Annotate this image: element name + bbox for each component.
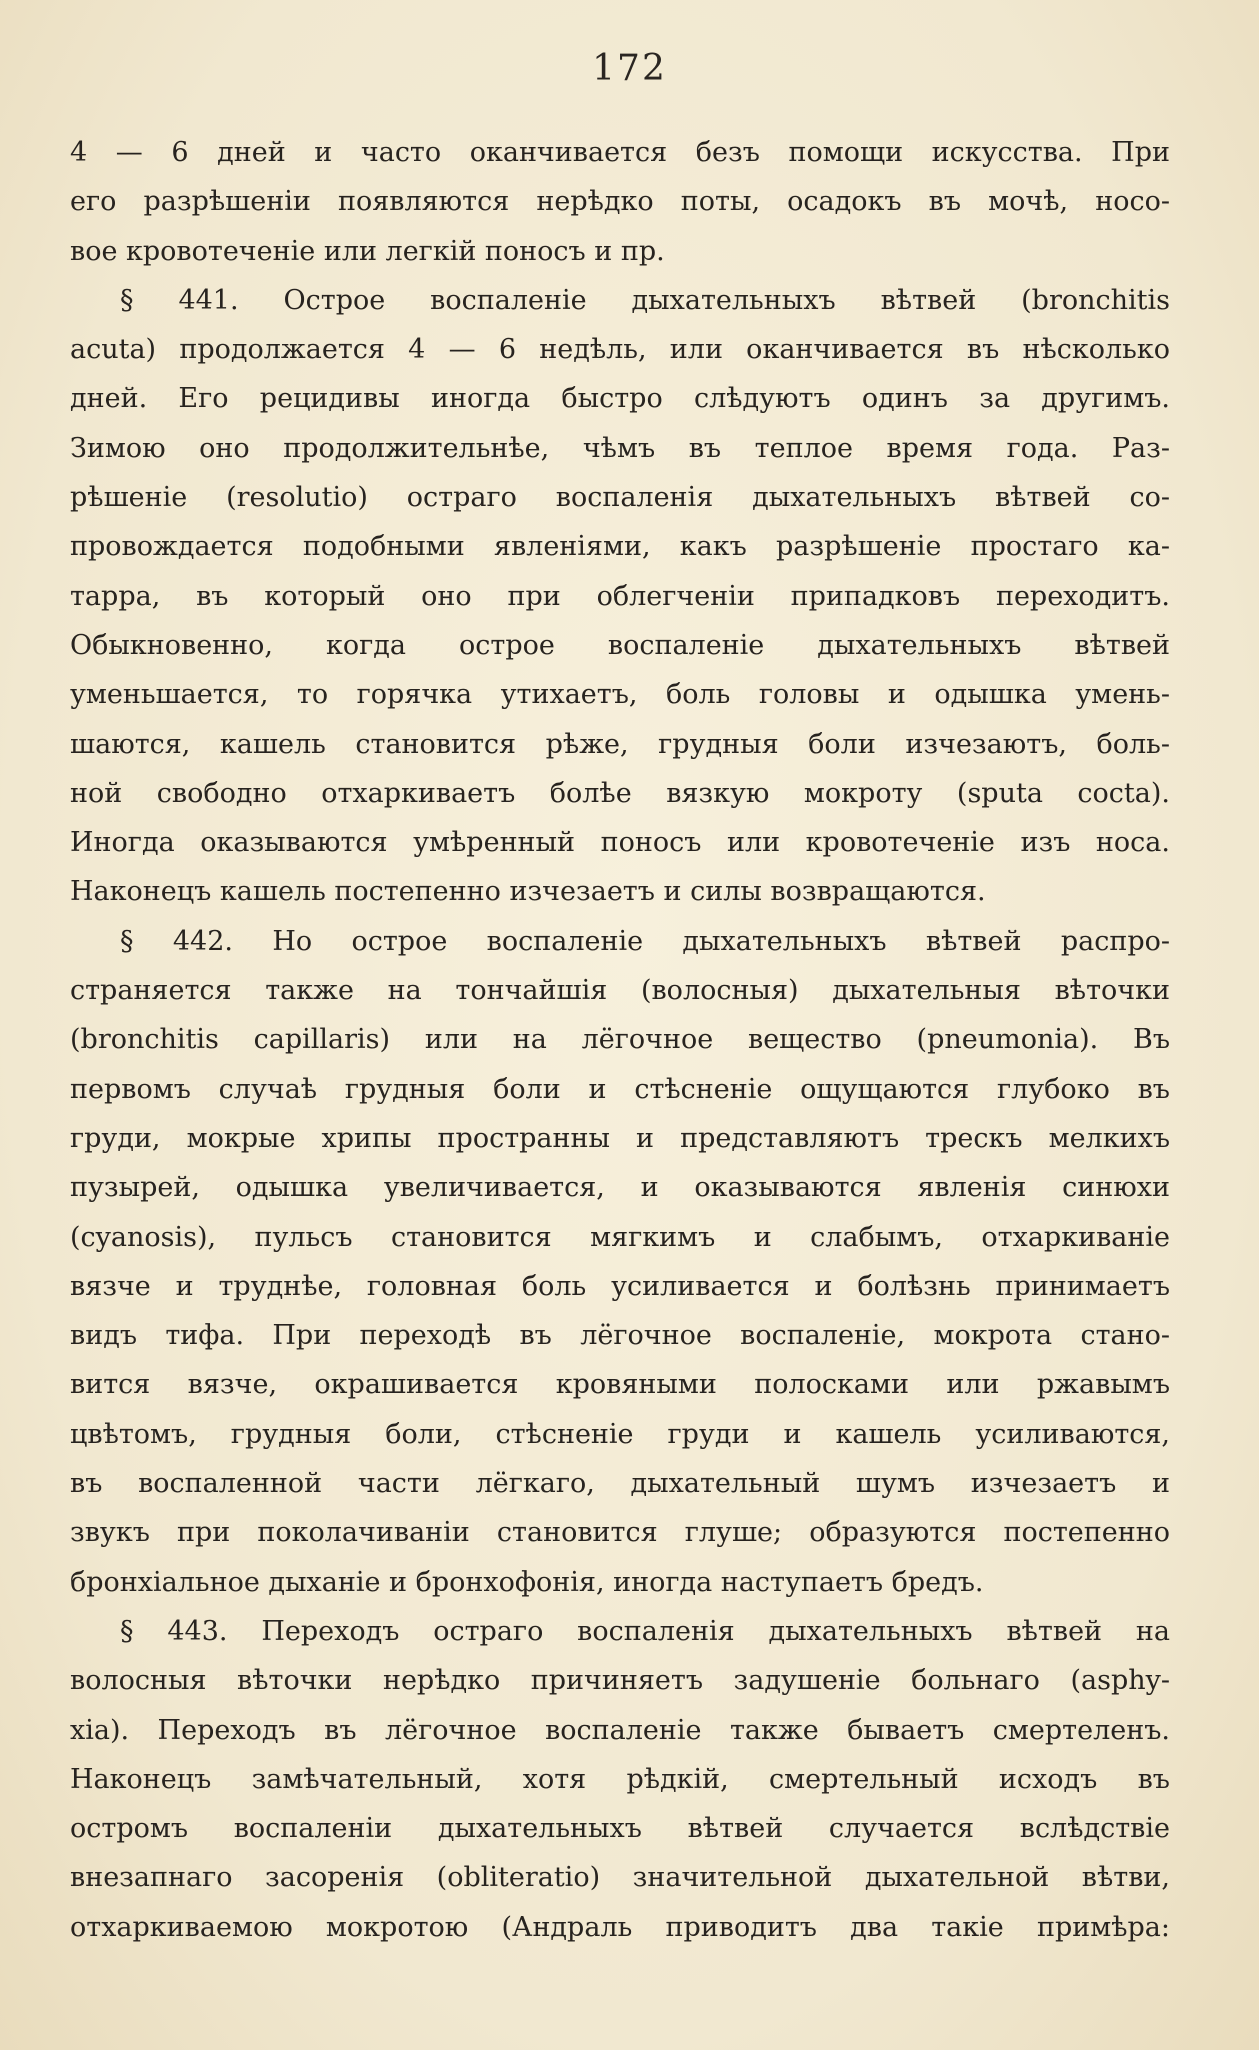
text-line: рѣшеніе (resolutio) остраго воспаленія дыхательныхъ вѣтвей со- — [70, 482, 1170, 514]
text-line: Иногда оказываются умѣренный поносъ или кровотеченіе изъ носа. — [70, 827, 1170, 859]
text-line: груди, мокрые хрипы пространны и представляютъ трескъ мелкихъ — [70, 1122, 1170, 1154]
text-line: звукъ при поколачиваніи становится глуше; образуются постепенно — [70, 1517, 1170, 1549]
text-line: первомъ случаѣ грудныя боли и стѣсненіе ощущаются глубоко въ — [70, 1073, 1170, 1105]
text-line: § 441. Острое воспаленіе дыхательныхъ вѣтвей (bronchitis — [120, 284, 1170, 316]
text-line: волосныя вѣточки нерѣдко причиняетъ задушеніе больнаго (asphy- — [70, 1665, 1170, 1697]
text-line: xia). Переходъ въ лёгочное воспаленіе также бываетъ смертеленъ. — [70, 1714, 1170, 1746]
text-line: acuta) продолжается 4 — 6 недѣль, или оканчивается въ нѣсколько — [70, 334, 1170, 366]
text-line: его разрѣшеніи появляются нерѣдко поты, осадокъ въ мочѣ, носо- — [70, 186, 1170, 218]
text-line: вится вязче, окрашивается кровяными полосками или ржавымъ — [70, 1369, 1170, 1401]
text-line: страняется также на тончайшія (волосныя) дыхательныя вѣточки — [70, 975, 1170, 1007]
text-line: вое кровотеченіе или легкій поносъ и пр. — [70, 235, 665, 267]
text-line: шаются, кашель становится рѣже, грудныя боли изчезаютъ, боль- — [70, 728, 1170, 760]
text-line: Зимою оно продолжительнѣе, чѣмъ въ теплое время года. Раз- — [70, 432, 1170, 464]
text-line: дней. Его рецидивы иногда быстро слѣдуютъ одинъ за другимъ. — [70, 383, 1170, 415]
text-line: § 443. Переходъ остраго воспаленія дыхательныхъ вѣтвей на — [120, 1615, 1170, 1647]
text-line: Наконецъ замѣчательный, хотя рѣдкій, смертельный исходъ въ — [70, 1763, 1170, 1795]
text-line: пузырей, одышка увеличивается, и оказываются явленія синюхи — [70, 1172, 1170, 1204]
text-line: § 442. Но острое воспаленіе дыхательныхъ вѣтвей распро- — [120, 925, 1170, 957]
text-line: вязче и труднѣе, головная боль усиливается и болѣзнь принимаетъ — [70, 1270, 1170, 1302]
text-line: остромъ воспаленіи дыхательныхъ вѣтвей случается вслѣдствіе — [70, 1813, 1170, 1845]
text-line: уменьшается, то горячка утихаетъ, боль головы и одышка умень- — [70, 679, 1170, 711]
text-line: Наконецъ кашель постепенно изчезаетъ и силы возвращаются. — [70, 876, 986, 908]
text-line: тарра, въ который оно при облегченіи припадковъ переходитъ. — [70, 580, 1170, 612]
text-line: отхаркиваемою мокротою (Андраль приводитъ два такіе примѣра: — [70, 1911, 1170, 1943]
text-line: цвѣтомъ, грудныя боли, стѣсненіе груди и кашель усиливаются, — [70, 1418, 1170, 1450]
text-line: ной свободно отхаркиваетъ болѣе вязкую мокроту (sputa cocta). — [70, 777, 1170, 809]
text-line: провождается подобными явленіями, какъ разрѣшеніе простаго ка- — [70, 531, 1170, 563]
text-line: внезапнаго засоренія (obliteratio) значительной дыхательной вѣтви, — [70, 1862, 1170, 1894]
page-number: 172 — [592, 48, 667, 89]
text-line: 4 — 6 дней и часто оканчивается безъ помощи искусства. При — [70, 137, 1170, 168]
text-line: (bronchitis capillaris) или на лёгочное вещество (pneumonia). Въ — [70, 1024, 1170, 1056]
body-text — [70, 128, 1170, 1952]
text-line: бронхіальное дыханіе и бронхофонія, иногда наступаетъ бредъ. — [70, 1566, 984, 1598]
text-line: Обыкновенно, когда острое воспаленіе дыхательныхъ вѣтвей — [70, 629, 1170, 661]
text-line: видъ тифа. При переходѣ въ лёгочное воспаленіе, мокрота стано- — [70, 1320, 1170, 1352]
text-line: въ воспаленной части лёгкаго, дыхательный шумъ изчезаетъ и — [70, 1468, 1170, 1500]
text-line: (cyanosis), пульсъ становится мягкимъ и слабымъ, отхаркиваніе — [70, 1221, 1170, 1253]
